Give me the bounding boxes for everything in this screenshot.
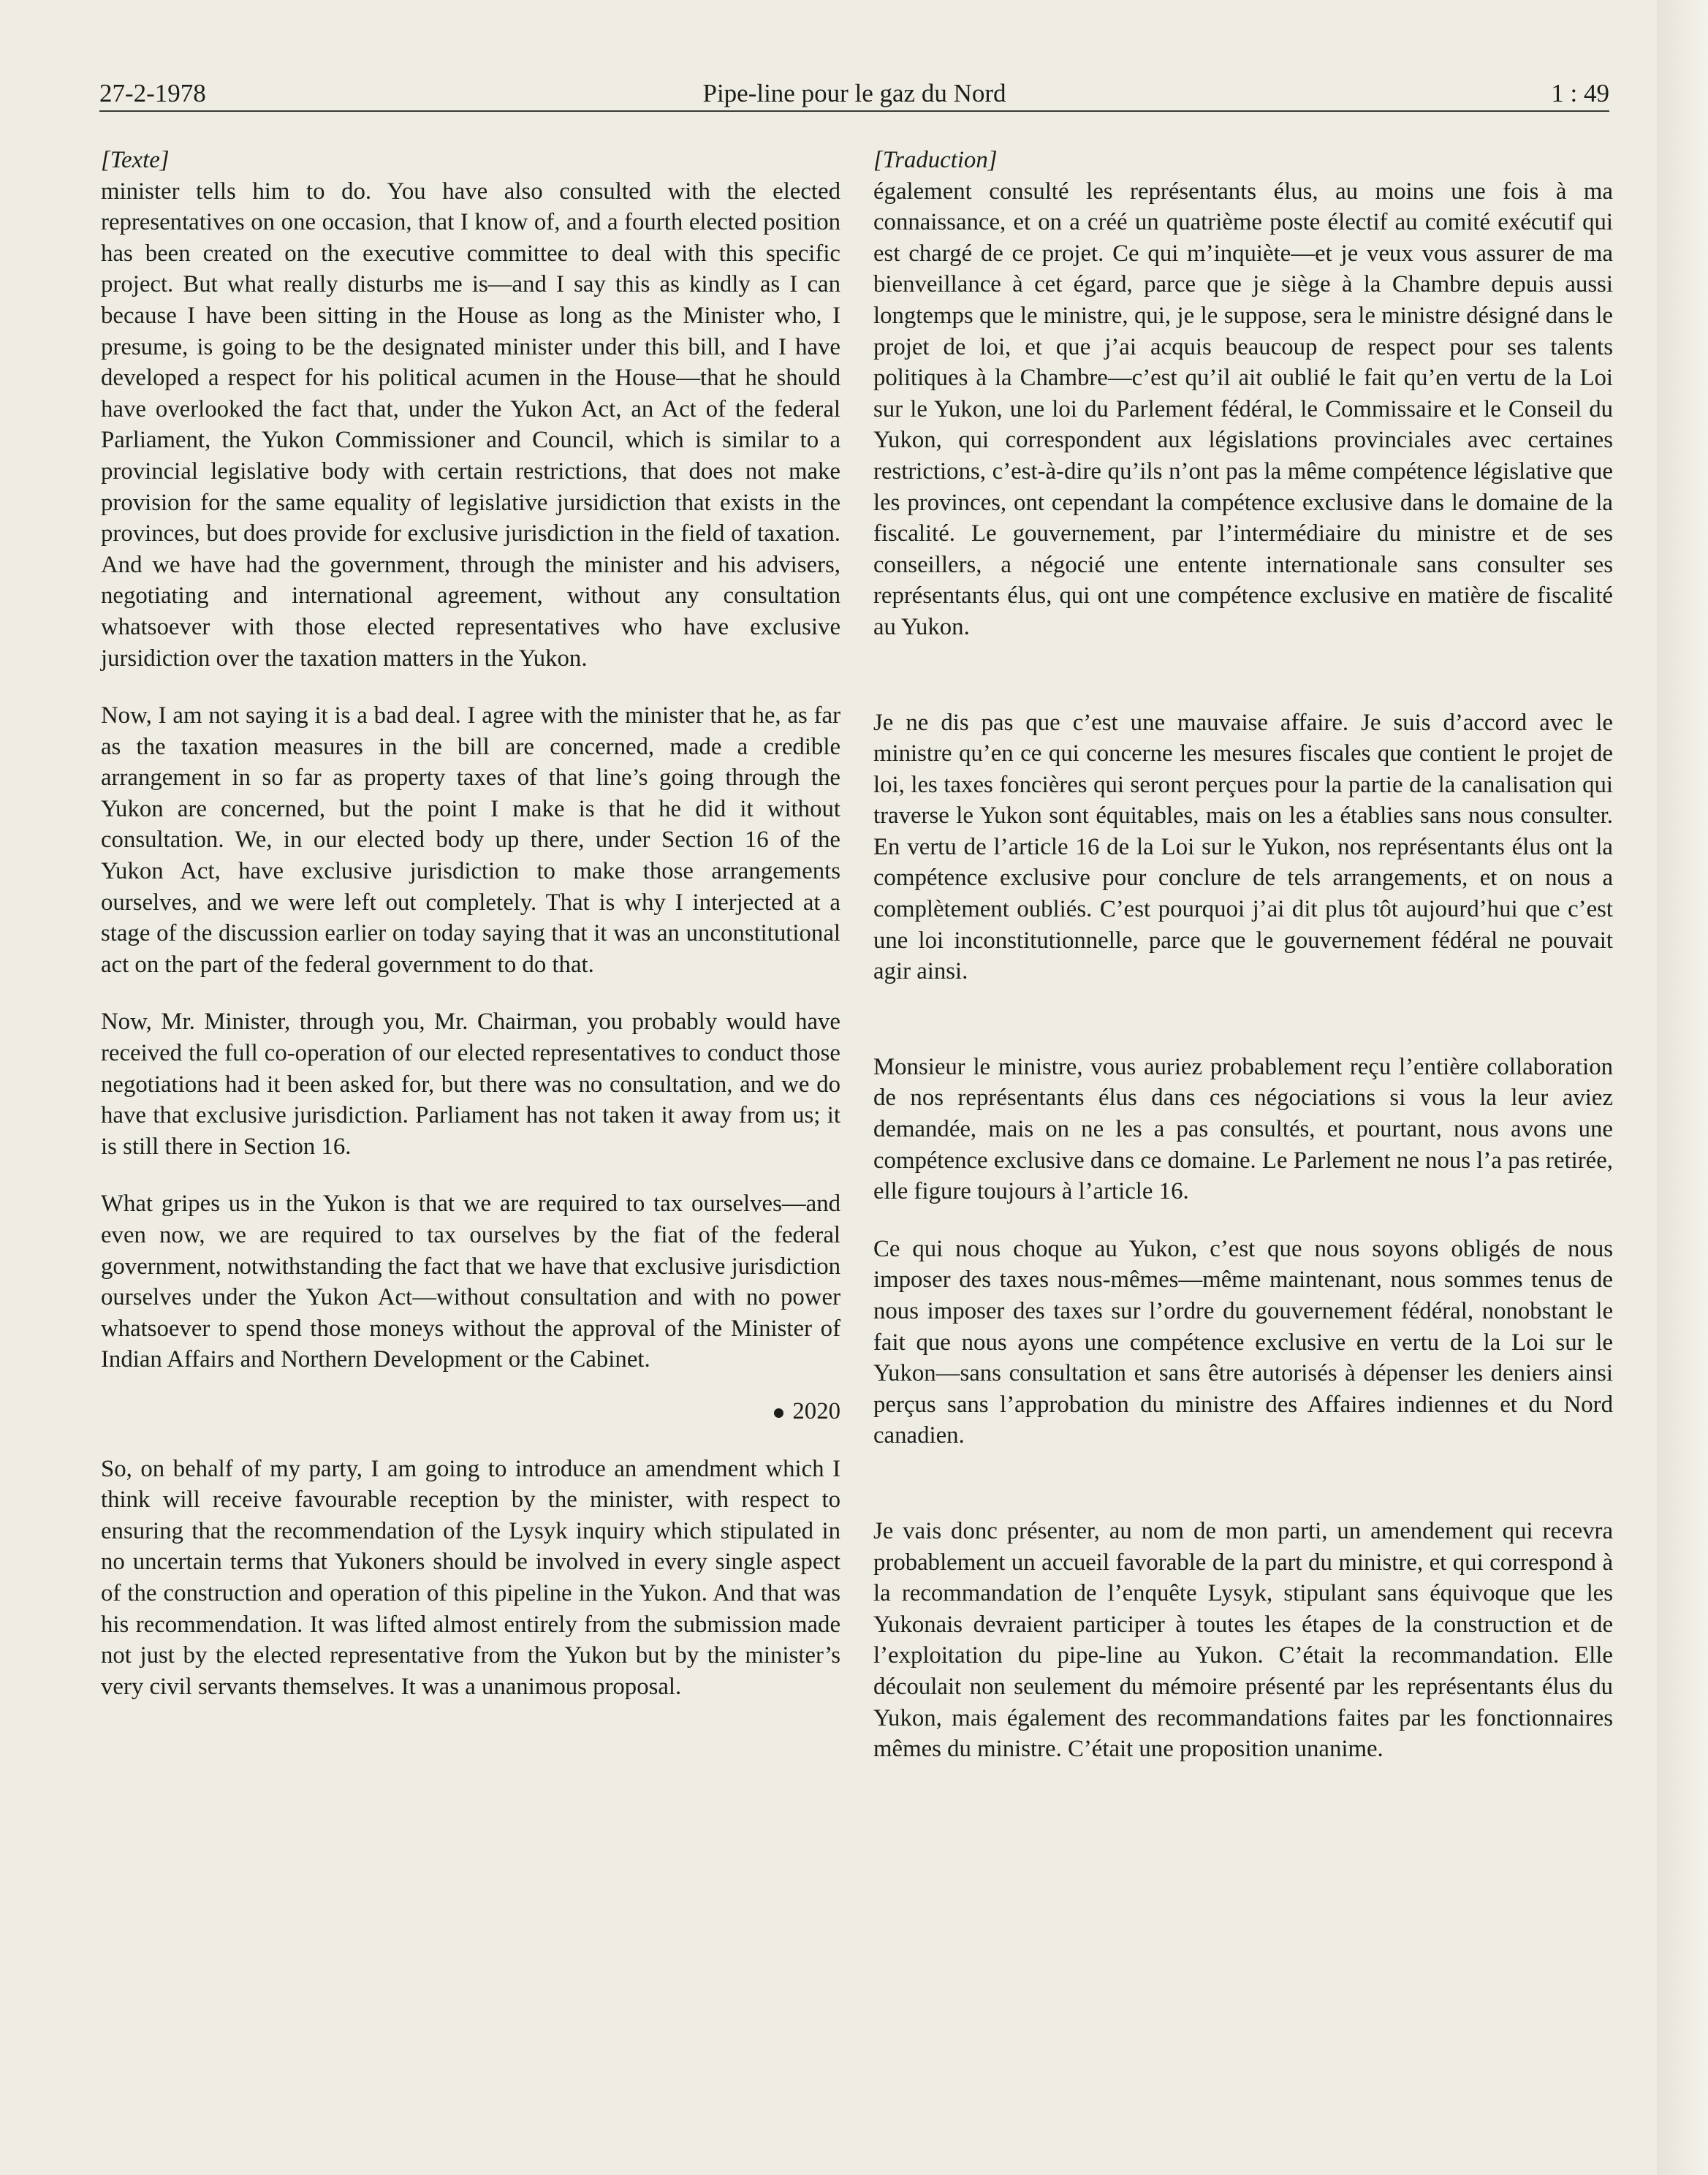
header-date: 27-2-1978 [99,79,206,107]
english-paragraph: Now, I am not saying it is a bad deal. I agree with the minister that he, as far as the taxation measures in the bill are concerned, made a credible arrangement in so far as property taxes of that line’s going through the Yukon are concerned, but the point I make is that he did it without consultation. We, in our elected body up there, under Section 16 of the Yukon Act, have exclusive jurisdiction to make those arrangements ourselves, and we were left out completely. That is why I interjected at a stage of the discussion earlier on today saying that it was an unconstitutional act on the part of the federal government to do that. [101,702,840,978]
header-title: Pipe-line pour le gaz du Nord [702,79,1006,107]
french-paragraph: également consulté les représentants élus, au moins une fois à ma connaissance, et on a créé un quatrième poste électif au comité exécutif qui est chargé de ce projet. Ce qui m’inquiète—et je veux vous assurer de ma bienveillance à cet égard, parce que je siège à la Chambre depuis aussi longtemps que le ministre, qui, je le suppose, sera le ministre désigné dans le projet de loi, et que j’ai acquis beaucoup de respect pour ses talents politiques à la Chambre—c’est qu’il ait oublié le fait qu’en vertu de la Loi sur le Yukon, une loi du Parlement fédéral, le Commissaire et le Conseil du Yukon, qui correspondent aux législations provinciales avec certaines restrictions, c’est-à-dire qu’ils n’ont pas la même compétence législative que les provinces, ont cependant la compétence exclusive dans le domaine de la fiscalité. Le gouvernement, par l’intermédiaire du ministre et de ses conseillers, a négocié une entente internationale sans consulter ses représentants élus, qui ont une compétence exclusive en matière de fiscalité au Yukon. [873,178,1613,640]
english-paragraph: So, on behalf of my party, I am going to introduce an amendment which I think will receive favourable reception by the minister, with respect to ensuring that the recommendation of the Lysyk inquiry which stipulated in no uncertain terms that Yukoners should be involved in every single aspect of the construction and operation of this pipeline in the Yukon. And that was his recommendation. It was lifted almost entirely from the submission made not just by the elected representative from the Yukon but by the minister’s very civil servants themselves. It was a unanimous proposal. [101,1455,840,1700]
header-rule [99,110,1609,112]
english-column [101,145,840,1702]
french-column [873,145,1613,1765]
french-paragraph: Monsieur le ministre, vous auriez probablement reçu l’entière collaboration de nos représentants élus dans ces négociations si vous la leur aviez demandée, mais on ne les a pas consultés, et pourtant, nous avons une compétence exclusive dans ce domaine. Le Parlement ne nous l’a pas retirée, elle figure toujours à l’article 16. [873,1053,1613,1205]
french-paragraph: Ce qui nous choque au Yukon, c’est que nous soyons obligés de nous imposer des taxes nous-mêmes—même maintenant, nous sommes tenus de nous imposer des taxes sur l’ordre du gouvernement fédéral, nonobstant le fait que nous ayons une compétence exclusive en vertu de la Loi sur le Yukon—sans consultation et sans être autorisés à dépenser les deniers ainsi perçus sans l’approbation du ministre des Affaires indiennes et du Nord canadien. [873,1235,1613,1449]
page-edge [1657,0,1708,2175]
french-tag: [Traduction] [873,147,998,173]
english-tag: [Texte] [101,147,170,173]
time-marker: 2020 [101,1396,840,1427]
french-paragraph: Je vais donc présenter, au nom de mon parti, un amendement qui recevra probablement un accueil favorable de la part du ministre, et qui correspond à la recommandation de l’enquête Lysyk, stipulant sans équivoque que les Yukonais devraient participer à toutes les étapes de la construction et de l’exploitation du pipe-line au Yukon. C’était la recommandation. Elle découlait non seulement du mémoire présenté par les représentants élus du Yukon, mais également des recommandations faites par les fonctionnaires mêmes du ministre. C’était une proposition unanime. [873,1517,1613,1763]
english-paragraph: What gripes us in the Yukon is that we are required to tax ourselves—and even now, we are required to tax ourselves by the fiat of the federal government, notwithstanding the fact that we have that exclusive jurisdiction ourselves under the Yukon Act—without consultation and with no power whatsoever to spend those moneys without the approval of the Minister of Indian Affairs and Northern Development or the Cabinet. [101,1191,840,1373]
french-paragraph: Je ne dis pas que c’est une mauvaise affaire. Je suis d’accord avec le ministre qu’en ce qui concerne les mesures fiscales que contient le projet de loi, les taxes foncières qui seront perçues pour la partie de la canalisation qui traverse le Yukon sont équitables, mais on les a établies sans nous consulter. En vertu de l’article 16 de la Loi sur le Yukon, nos représentants élus ont la compétence exclusive pour conclure de tels arrangements, et on nous a complètement oubliés. C’est pourquoi j’ai dit plus tôt aujourd’hui que c’est une loi inconstitutionnelle, parce que le gouvernement fédéral ne pouvait agir ainsi. [873,709,1613,985]
header-page-number: 1 : 49 [1551,79,1609,107]
english-paragraph: minister tells him to do. You have also consulted with the elected representatives on one occasion, that I know of, and a fourth elected position has been created on the executive committee to deal with this specific project. But what really disturbs me is—and I say this as kindly as I can because I have been sitting in the House as long as the Minister who, I presume, is going to be the designated minister under this bill, and I have developed a respect for his political acumen in the House—that he should have overlooked the fact that, under the Yukon Act, an Act of the federal Parliament, the Yukon Commissioner and Council, which is similar to a provincial legislative body with certain restrictions, that does not make provision for the same equality of legislative jursidiction that exists in the provinces, but does provide for exclusive jurisdiction in the field of taxation. And we have had the government, through the minister and his advisers, negotiating and international agreement, without any consultation whatsoever with those elected representatives who have exclusive jursidiction over the taxation matters in the Yukon. [101,178,840,672]
english-paragraph: Now, Mr. Minister, through you, Mr. Chairman, you probably would have received the full co-operation of our elected representatives to conduct those negotiations had it been asked for, but there was no consultation, and we do have that exclusive jurisdiction. Parliament has not taken it away from us; it is still there in Section 16. [101,1009,840,1160]
bullet-icon [774,1408,783,1418]
page-header [99,73,1609,114]
